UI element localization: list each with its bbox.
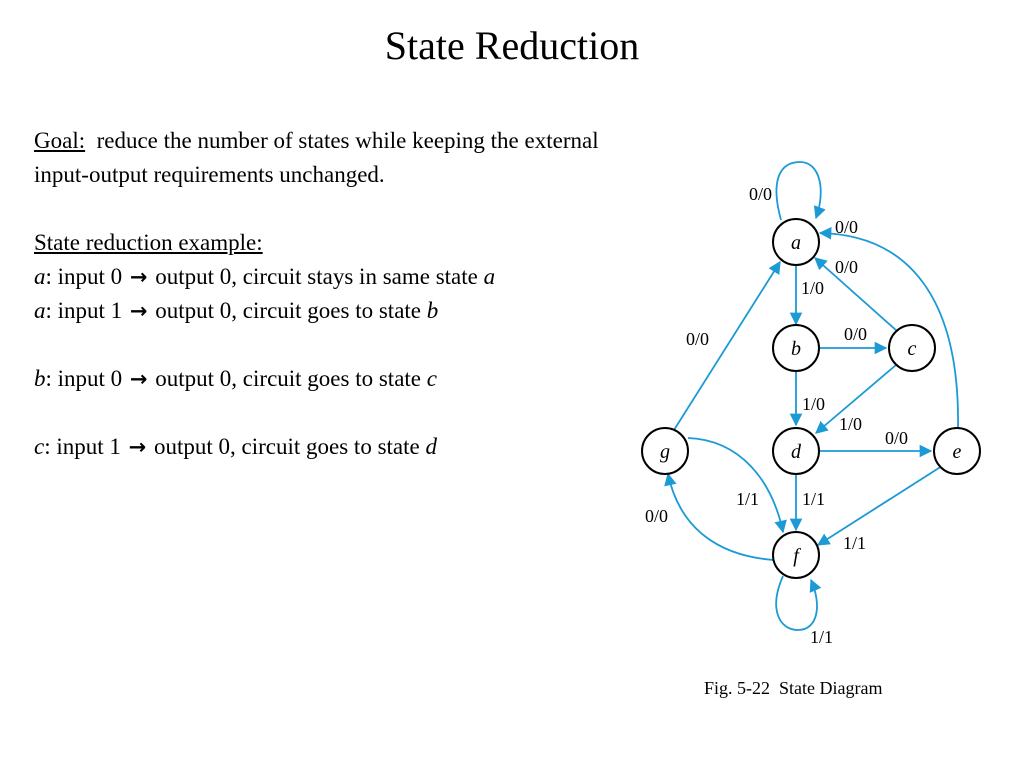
slide-title: State Reduction xyxy=(384,23,640,68)
target-state: d xyxy=(425,434,437,459)
node-label: e xyxy=(952,441,962,463)
right-arrow-icon: → xyxy=(129,299,148,323)
edge-f-self xyxy=(776,576,817,630)
output-text: output 0, circuit goes to state xyxy=(149,366,427,391)
node-label: c xyxy=(907,338,917,360)
input-text: : input 1 xyxy=(44,434,127,459)
node-label: f xyxy=(793,545,799,567)
state-node-a xyxy=(773,219,819,265)
node-label: g xyxy=(660,441,670,463)
state-name: b xyxy=(34,366,46,391)
right-arrow-icon: → xyxy=(129,265,148,289)
edge-label-d-to-e: 0/0 xyxy=(885,428,909,448)
goal-line-cont: input-output requirements unchanged. xyxy=(34,162,385,187)
state-name: a xyxy=(34,298,46,323)
input-text: : input 0 xyxy=(45,264,128,289)
state-node-g xyxy=(642,428,688,474)
edge-label-c-to-d: 1/0 xyxy=(839,414,863,434)
state-node-c xyxy=(889,325,935,371)
target-state: a xyxy=(483,264,496,289)
state-node-d xyxy=(773,428,819,474)
edge-label-a-to-b: 1/0 xyxy=(801,278,825,298)
edge-label-e-to-a: 0/0 xyxy=(835,217,859,237)
state-node-b xyxy=(773,325,819,371)
goal-text: reduce the number of states while keeping the external xyxy=(96,128,599,153)
state-name: a xyxy=(34,264,46,289)
target-state: b xyxy=(426,298,439,323)
goal-label: Goal: xyxy=(34,128,86,153)
edge-label-b-to-c: 0/0 xyxy=(844,324,868,344)
edge-label-c-to-a: 0/0 xyxy=(835,257,859,277)
edge-label-g-to-a: 0/0 xyxy=(686,329,710,349)
edge-label-a-self: 0/0 xyxy=(749,184,773,204)
figure-caption: Fig. 5-22 State Diagram xyxy=(704,678,883,698)
right-arrow-icon: → xyxy=(129,367,148,391)
output-text: output 0, circuit stays in same state xyxy=(149,264,484,289)
edge-e-to-f xyxy=(818,466,942,545)
edge-label-f-self: 1/1 xyxy=(810,627,834,647)
edge-label-e-to-f: 1/1 xyxy=(843,533,867,553)
right-arrow-icon: → xyxy=(128,435,147,459)
output-text: output 0, circuit goes to state xyxy=(148,434,426,459)
node-label: b xyxy=(791,338,801,360)
edge-label-f-to-g: 0/0 xyxy=(645,506,669,526)
edge-a-self xyxy=(776,162,820,220)
edge-f-to-g xyxy=(668,474,774,560)
state-name: c xyxy=(34,434,45,459)
edge-label-d-to-f: 1/1 xyxy=(802,489,826,509)
input-text: : input 1 xyxy=(45,298,128,323)
node-label: a xyxy=(791,232,801,254)
edge-label-b-to-d: 1/0 xyxy=(802,394,826,414)
state-node-e xyxy=(934,428,980,474)
input-text: : input 0 xyxy=(45,366,128,391)
example-heading: State reduction example: xyxy=(34,230,263,255)
node-label: d xyxy=(791,441,801,463)
edge-g-to-f xyxy=(688,438,783,532)
output-text: output 0, circuit goes to state xyxy=(149,298,427,323)
target-state: c xyxy=(426,366,437,391)
state-node-f xyxy=(773,532,819,578)
edge-label-g-to-f: 1/1 xyxy=(736,489,760,509)
